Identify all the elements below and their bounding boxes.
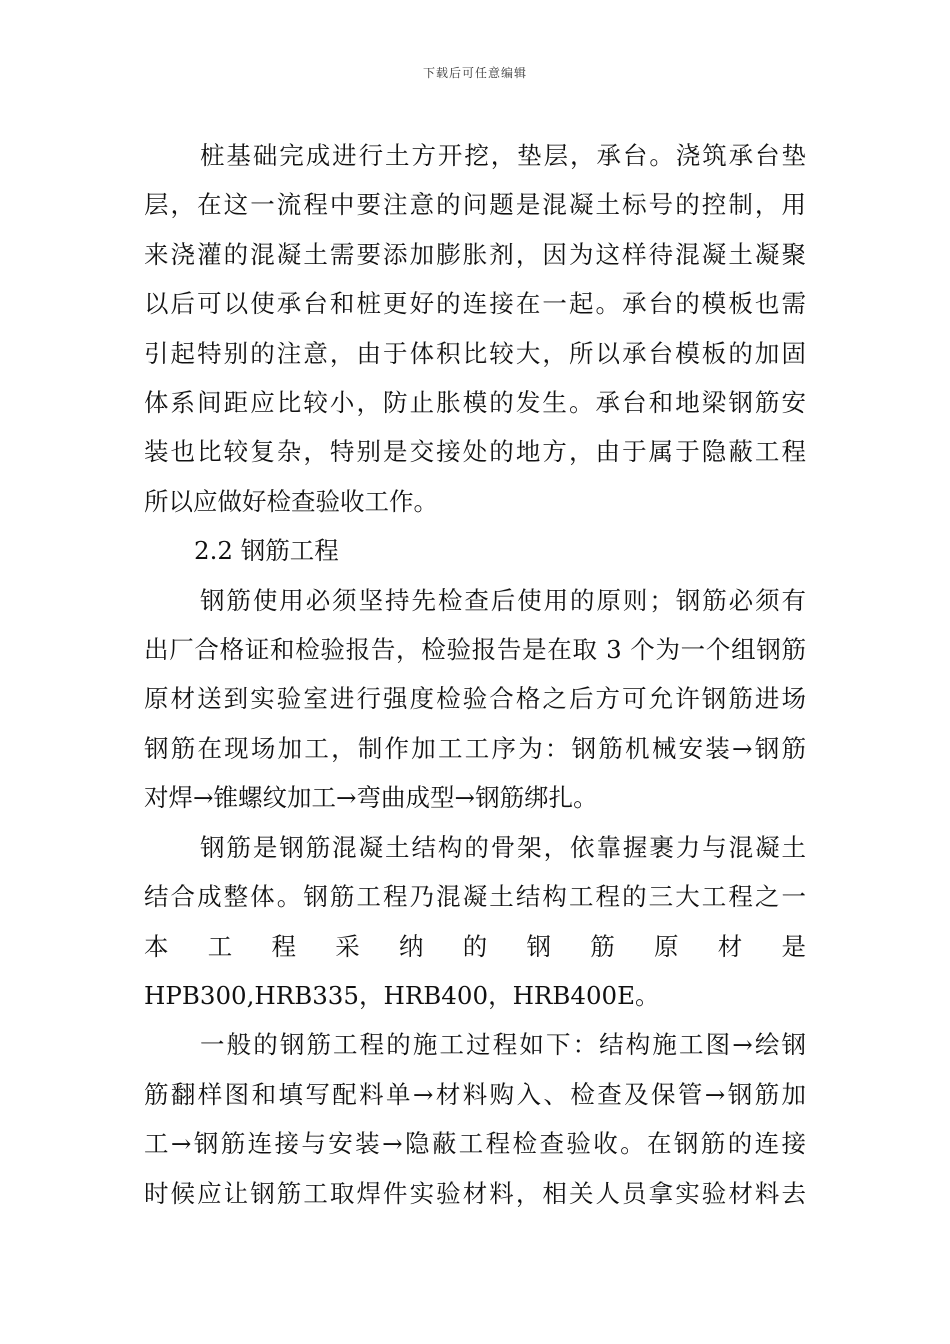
- paragraph-foundation: [144, 131, 806, 526]
- text-line: 体系间距应比较小，防止胀模的发生。承台和地梁钢筋安: [144, 388, 806, 418]
- section-heading: [144, 526, 806, 575]
- text-line: 结合成整体。钢筋工程乃混凝土结构工程的三大工程之一: [144, 882, 806, 912]
- text-line: 对焊→锥螺纹加工→弯曲成型→钢筋绑扎。: [144, 783, 598, 813]
- text-line: 来浇灌的混凝土需要添加膨胀剂，因为这样待混凝土凝聚: [144, 239, 806, 269]
- text-line: 原材送到实验室进行强度检验合格之后方可允许钢筋进场: [144, 684, 806, 714]
- text-line: 工→钢筋连接与安装→隐蔽工程检查验收。在钢筋的连接: [144, 1129, 806, 1159]
- text-line: 层，在这一流程中要注意的问题是混凝土标号的控制，用: [144, 190, 806, 220]
- page-header: 下载后可任意编辑: [422, 66, 527, 80]
- document-body: [144, 131, 806, 1218]
- text-line: 本 工 程 采 纳 的 钢 筋 原 材 是: [144, 931, 806, 961]
- paragraph-rebar-process: [144, 1020, 806, 1218]
- text-line: 以后可以使承台和桩更好的连接在一起。承台的模板也需: [144, 289, 806, 319]
- text-line: 装也比较复杂，特别是交接处的地方，由于属于隐蔽工程: [144, 437, 806, 467]
- text-line: 出厂合格证和检验报告，检验报告是在取 3 个为一个组钢筋: [144, 635, 806, 665]
- paragraph-rebar-skeleton: [144, 823, 806, 1021]
- text-line: 桩基础完成进行土方开挖，垫层，承台。浇筑承台垫: [200, 141, 806, 170]
- text-line: HPB300,HRB335，HRB400，HRB400E。: [144, 980, 660, 1010]
- text-line: 钢筋是钢筋混凝土结构的骨架，依靠握裹力与混凝土: [200, 832, 806, 862]
- paragraph-rebar-usage: [144, 576, 806, 823]
- text-line: 所以应做好检查验收工作。: [144, 486, 438, 516]
- text-line: 筋翻样图和填写配料单→材料购入、检查及保管→钢筋加: [144, 1079, 806, 1109]
- text-line: 钢筋在现场加工，制作加工工序为：钢筋机械安装→钢筋: [144, 733, 806, 763]
- text-line: 引起特别的注意，由于体积比较大，所以承台模板的加固: [144, 338, 806, 368]
- text-line: 时候应让钢筋工取焊件实验材料，相关人员拿实验材料去: [144, 1178, 806, 1208]
- text-line: 钢筋使用必须坚持先检查后使用的原则；钢筋必须有: [200, 585, 806, 615]
- text-line: 一般的钢筋工程的施工过程如下：结构施工图→绘钢: [200, 1030, 806, 1060]
- section-heading-text: 2.2 钢筋工程: [194, 536, 339, 566]
